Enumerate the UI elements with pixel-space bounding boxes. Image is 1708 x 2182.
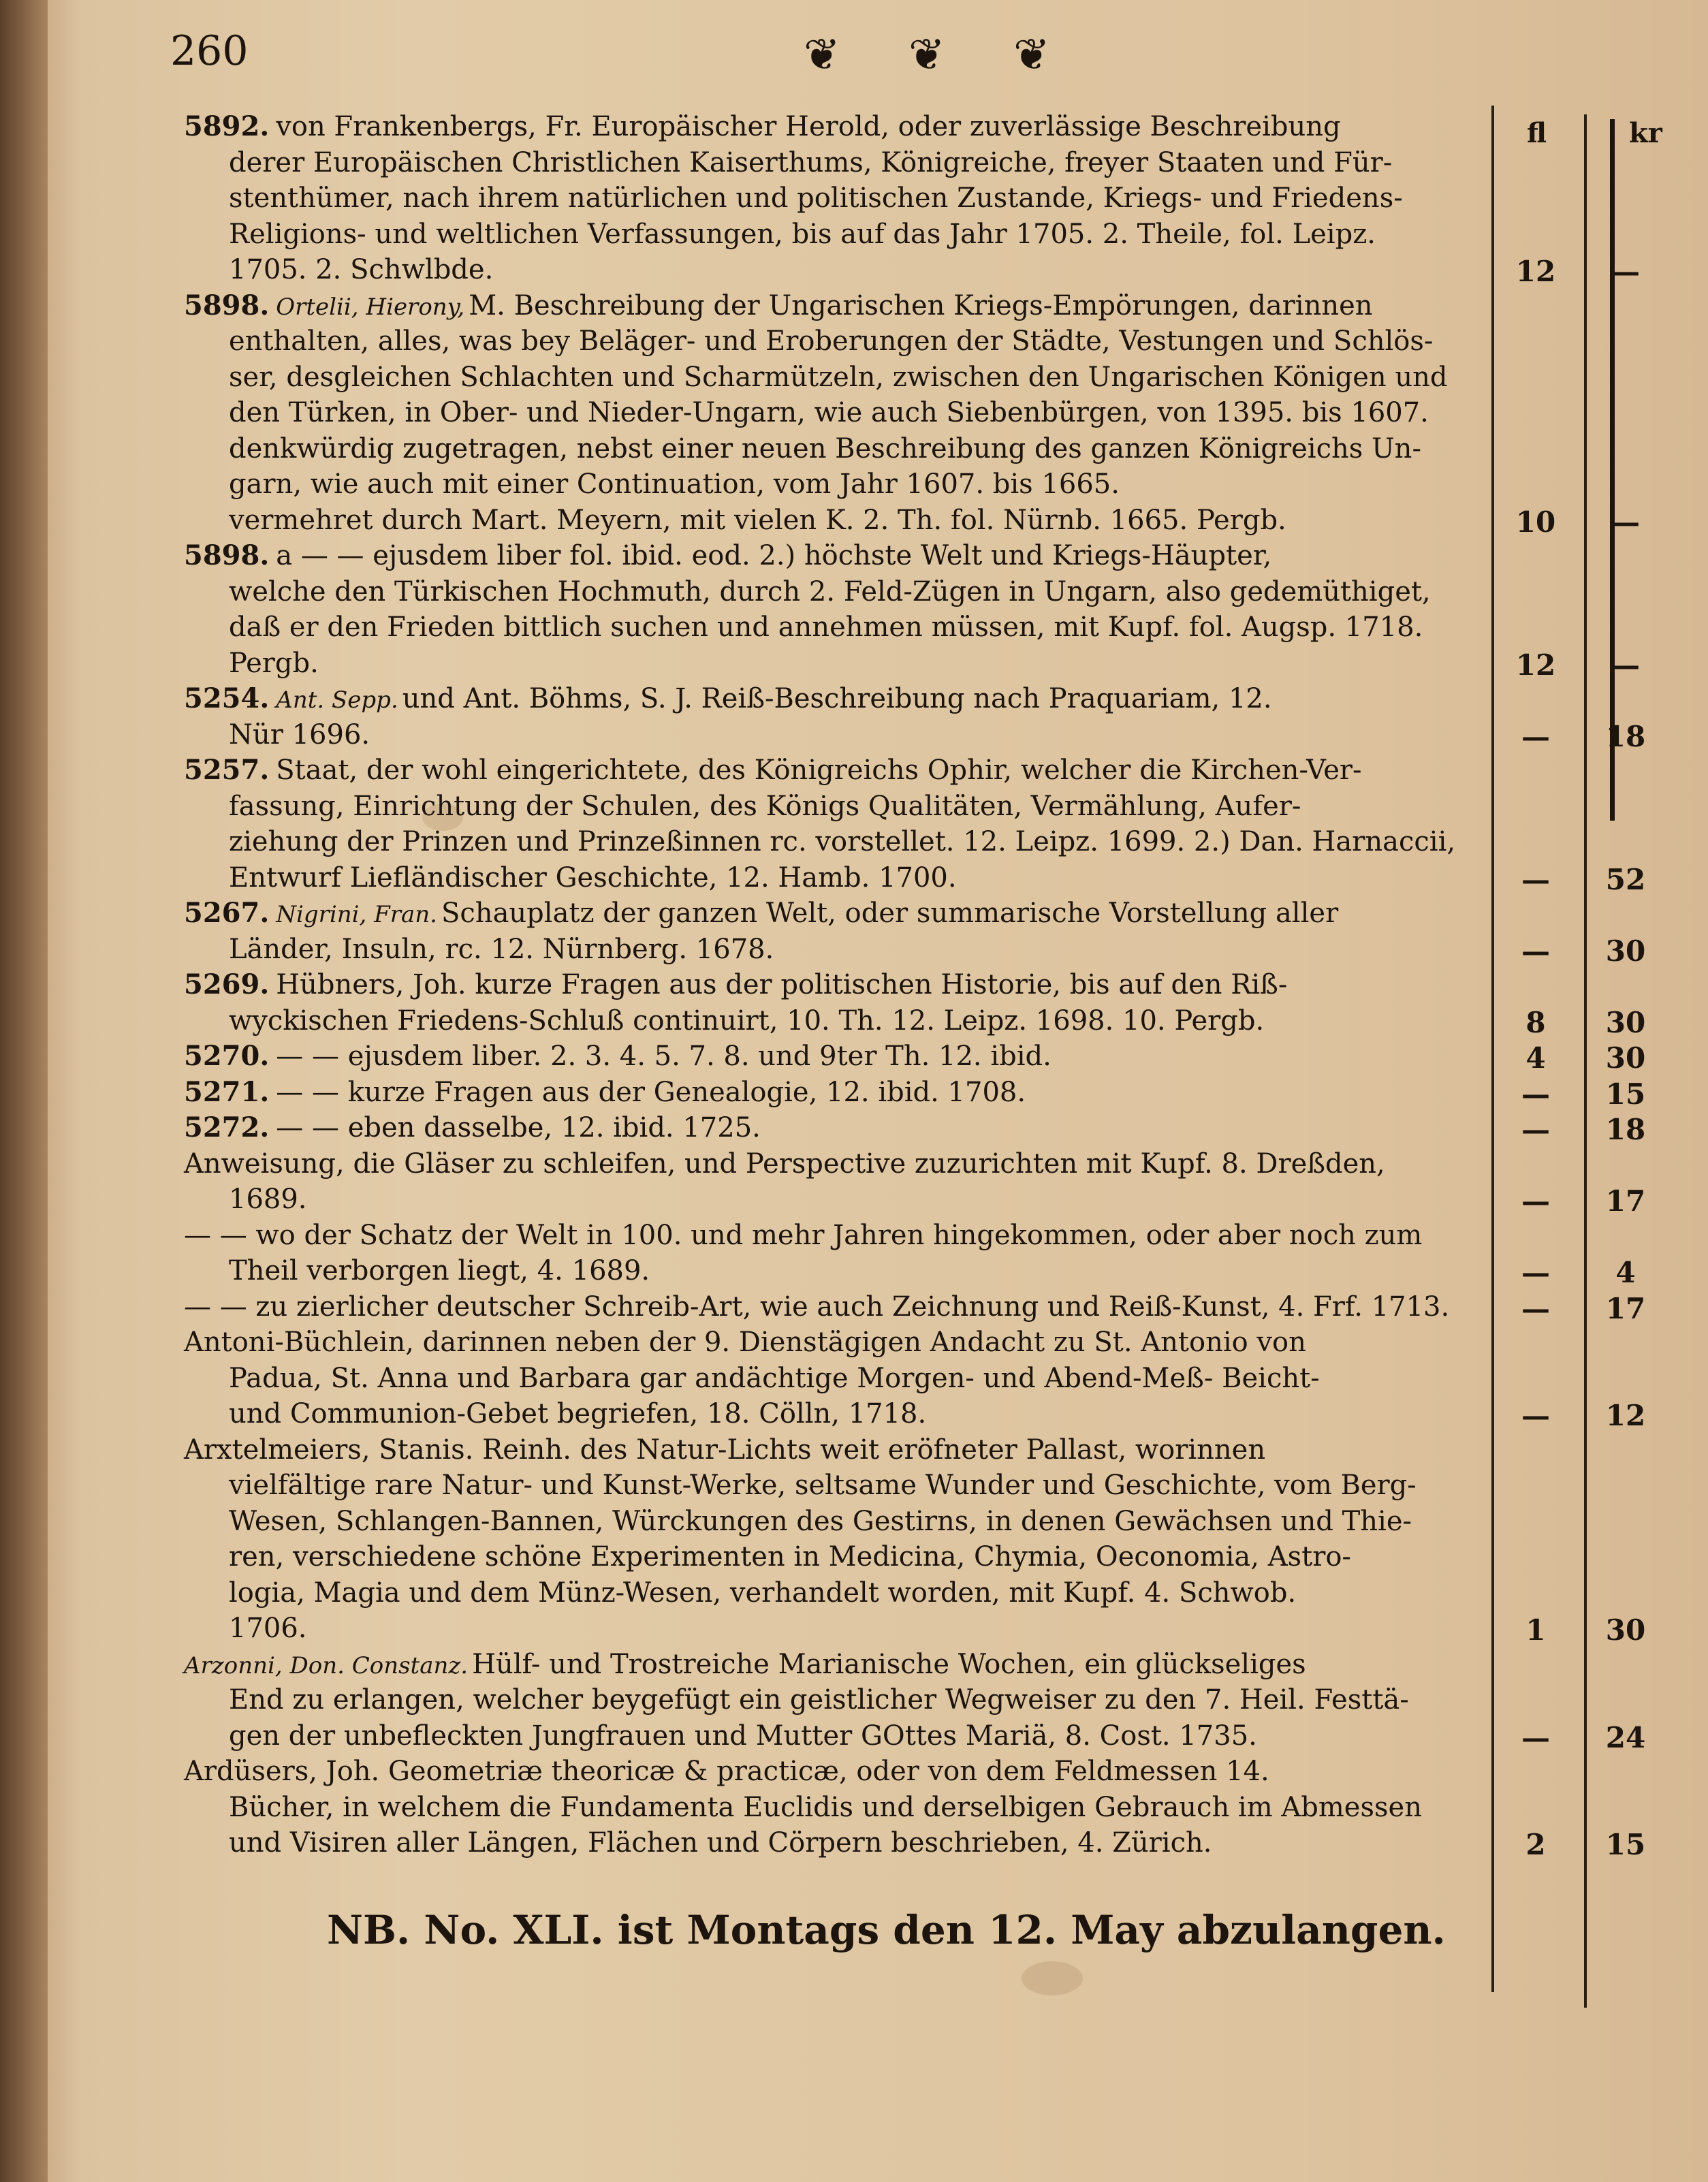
entry-author: Ant. Sepp. [276,686,398,714]
entry-line [184,860,1498,896]
entry-line [184,1396,1498,1432]
entry-text: denkwürdig zugetragen, nebst einer neuen Beschreibung des ganzen Königreichs Un- [229,432,1421,464]
entry-text: Pergb. [229,647,319,679]
entry-number: 5898. [184,539,270,571]
price-kreuzer: 18 [1605,719,1646,753]
entry-line [184,646,1498,682]
price-florin: 1 [1525,1613,1546,1647]
entry-line [184,1325,1498,1361]
entry-line [184,1790,1498,1826]
entry-line [184,180,1498,217]
entry-text: 1705. 2. Schwlbde. [229,254,494,285]
price-kreuzer: 17 [1605,1184,1646,1218]
entry-line [184,1611,1498,1647]
entry-line [184,145,1498,181]
entry-line [184,1468,1498,1504]
paper-stain [1022,1961,1083,1995]
catalogue-entry [184,1110,1498,1146]
entry-line [184,717,1498,753]
entry-line [184,967,1498,1003]
entry-line [184,681,1498,717]
kreuzer-column-rule [1584,114,1587,2008]
entry-line [184,1825,1498,1861]
entry-text: fassung, Einrichtung der Schulen, des Königs Qualitäten, Vermählung, Aufer- [229,790,1301,822]
price-kreuzer: 17 [1605,1291,1646,1325]
entry-text: und Communion-Gebet begriefen, 18. Cölln, 1718. [229,1398,927,1429]
entry-number: 5898. [184,289,270,321]
entry-text: Religions- und weltlichen Verfassungen, bis auf das Jahr 1705. 2. Theile, fol. Leipz. [229,218,1376,250]
entry-number: 5269. [184,968,270,1000]
entry-line [184,1253,1498,1289]
entry-line [184,1539,1498,1575]
entry-text: Bücher, in welchem die Fundamenta Euclidis und derselbigen Gebrauch im Abmessen [229,1791,1422,1823]
catalogue-entry [184,1289,1498,1325]
price-kreuzer: 4 [1615,1256,1636,1289]
price-florin: — [1521,1256,1550,1289]
column-header-kreuzer: kr [1629,117,1662,149]
entry-line [184,1575,1498,1611]
entry-line [184,1003,1498,1039]
entry-text: welche den Türkischen Hochmuth, durch 2. Feld-Zügen in Ungarn, also gedemüthiget, [229,575,1431,607]
price-kreuzer: 30 [1605,934,1646,968]
entry-text: logia, Magia und dem Münz-Wesen, verhandelt worden, mit Kupf. 4. Schwob. [229,1577,1297,1609]
entry-text: Entwurf Liefländischer Geschichte, 12. Hamb. 1700. [229,861,957,894]
price-kreuzer: 24 [1605,1720,1646,1754]
price-florin: — [1521,719,1550,753]
margin-ink-line [1610,119,1615,821]
catalogue-entry [184,1432,1498,1647]
price-florin: — [1521,1720,1550,1754]
entry-line [184,323,1498,360]
catalogue-entry [184,109,1498,288]
entry-text: Länder, Insuln, rc. 12. Nürnberg. 1678. [229,933,774,965]
entry-number: 5267. [184,897,270,929]
price-kreuzer: 12 [1605,1399,1646,1432]
book-spine-shadow [0,0,48,2182]
footer-note: NB. No. XLI. ist Montags den 12. May abzulangen. [327,1907,1446,1953]
entry-text: — — ejusdem liber. 2. 3. 4. 5. 7. 8. und 9ter Th. 12. ibid. [276,1041,1051,1072]
catalogue-entry [184,1325,1498,1432]
entry-line [184,1682,1498,1718]
entry-line [184,1361,1498,1397]
catalogue-entry [184,1039,1498,1075]
entry-text: M. Beschreibung der Ungarischen Kriegs-Empörungen, darinnen [469,289,1373,321]
entry-line [184,252,1498,288]
entry-text: — — zu zierlicher deutscher Schreib-Art, wie auch Zeichnung und Reiß-Kunst, 4. Frf. 1713. [184,1291,1450,1323]
price-florin: — [1521,934,1550,968]
price-florin: 10 [1515,505,1556,539]
entry-line [184,1182,1498,1218]
price-florin: — [1521,862,1550,896]
catalogue-entry [184,1146,1498,1218]
price-kreuzer: — [1611,648,1640,682]
entry-number: 5270. [184,1040,270,1072]
price-kreuzer: 30 [1605,1613,1646,1647]
price-kreuzer: 52 [1605,862,1646,896]
entry-text: enthalten, alles, was bey Beläger- und Eroberungen der Städte, Vestungen und Schlös- [229,326,1434,357]
catalogue-entry [184,896,1498,967]
price-florin: — [1521,1113,1550,1146]
entry-line [184,753,1498,789]
catalogue-entry [184,288,1498,539]
entry-line [184,360,1498,396]
entry-text: den Türken, in Ober- und Nieder-Ungarn, wie auch Siebenbürgen, von 1395. bis 1607. [229,397,1429,428]
entry-text: Padua, St. Anna und Barbara gar andächtige Morgen- und Abend-Meß- Beicht- [229,1362,1320,1394]
price-kreuzer: — [1611,505,1640,539]
entry-line [184,503,1498,539]
entry-text: stenthümer, nach ihrem natürlichen und politischen Zustande, Kriegs- und Friedens- [229,183,1403,214]
entry-text: Hülf- und Trostreiche Marianische Wochen, ein glückseliges [472,1648,1306,1680]
entry-line [184,467,1498,503]
entry-number: 5271. [184,1075,270,1108]
entry-line [184,896,1498,932]
entry-line [184,1718,1498,1754]
price-florin: 8 [1525,1005,1546,1039]
entry-line [184,932,1498,968]
price-florin: — [1521,1184,1550,1218]
entry-text: a — — ejusdem liber fol. ibid. eod. 2.) höchste Welt und Kriegs-Häupter, [276,540,1272,571]
entry-text: vielfältige rare Natur- und Kunst-Werke, seltsame Wunder und Geschichte, vom Berg- [229,1470,1417,1501]
entry-line [184,1039,1498,1075]
entry-text: Theil verborgen liegt, 4. 1689. [229,1255,650,1286]
entry-text: ser, desgleichen Schlachten und Scharmützeln, zwischen den Ungarischen Königen und [229,361,1448,393]
entry-text: 1706. [229,1613,307,1644]
entry-author: Nigrini, Fran. [276,901,437,928]
entry-line [184,288,1498,324]
price-kreuzer: 18 [1605,1113,1646,1146]
catalogue-entry [184,538,1498,681]
price-florin: 2 [1525,1828,1546,1861]
catalogue-entry [184,1075,1498,1111]
entry-line [184,789,1498,825]
entry-line [184,1146,1498,1182]
entry-line [184,610,1498,646]
entry-line [184,824,1498,860]
entry-text: — — kurze Fragen aus der Genealogie, 12. ibid. 1708. [276,1076,1026,1108]
entry-number: 5272. [184,1111,270,1143]
page-number: 260 [170,27,249,75]
entry-text: Staat, der wohl eingerichtete, des Königreichs Ophir, welcher die Kirchen-Ver- [276,755,1362,786]
catalogue-entry [184,1218,1498,1289]
entry-line [184,538,1498,574]
entry-line [184,109,1498,145]
entry-text: End zu erlangen, welcher beygefügt ein geistlicher Wegweiser zu den 7. Heil. Festtä- [229,1684,1409,1715]
entry-text: daß er den Frieden bittlich suchen und annehmen müssen, mit Kupf. fol. Augsp. 1718. [229,612,1423,643]
header-ornament: ❦ ❦ ❦ [804,30,1077,80]
price-florin: — [1521,1077,1550,1111]
catalogue-entry [184,967,1498,1039]
catalogue-entry [184,1754,1498,1861]
entry-line [184,431,1498,467]
price-kreuzer: 15 [1605,1828,1646,1861]
entry-line [184,1075,1498,1111]
entry-text: Hübners, Joh. kurze Fragen aus der politischen Historie, bis auf den Riß- [276,969,1288,1000]
entry-number: 5257. [184,754,270,786]
entry-line [184,395,1498,431]
entry-text: Ardüsers, Joh. Geometriæ theoricæ & practicæ, oder von dem Feldmessen 14. [184,1756,1269,1787]
entry-line [184,1110,1498,1146]
entry-line [184,574,1498,610]
entry-text: und Visiren aller Längen, Flächen und Cörpern beschrieben, 4. Zürich. [229,1827,1212,1859]
price-florin: 4 [1525,1041,1546,1075]
price-florin: 12 [1515,255,1556,288]
entry-number: 5892. [184,110,270,142]
column-header-florin: fl [1527,117,1547,149]
entry-text: garn, wie auch mit einer Continuation, vom Jahr 1607. bis 1665. [229,469,1120,500]
entry-text: vermehret durch Mart. Meyern, mit vielen K. 2. Th. fol. Nürnb. 1665. Pergb. [229,504,1286,536]
entry-line [184,1504,1498,1540]
entry-text: Nür 1696. [229,718,370,750]
entry-text: Antoni-Büchlein, darinnen neben der 9. Dienstägigen Andacht zu St. Antonio von [184,1327,1306,1358]
entry-text: ren, verschiedene schöne Experimenten in Medicina, Chymia, Oeconomia, Astro- [229,1541,1351,1572]
entry-text: gen der unbefleckten Jungfrauen und Mutter GOttes Mariä, 8. Cost. 1735. [229,1720,1257,1752]
catalogue-entry [184,753,1498,896]
entry-line [184,1289,1498,1325]
price-kreuzer: 15 [1605,1077,1646,1111]
entry-line [184,1647,1498,1683]
entry-author: Arzonni, Don. Constanz. [184,1651,469,1679]
entry-text: Schauplatz der ganzen Welt, oder summarische Vorstellung aller [441,898,1339,929]
catalogue-entry [184,681,1498,753]
entry-text: — — eben dasselbe, 12. ibid. 1725. [276,1112,761,1143]
entry-line [184,1432,1498,1468]
catalogue-entry [184,1647,1498,1754]
price-florin: 12 [1515,648,1556,682]
entry-text: derer Europäischen Christlichen Kaiserthums, Königreiche, freyer Staaten und Für- [229,146,1393,178]
entry-author: Ortelii, Hierony, [276,293,465,321]
price-florin: — [1521,1399,1550,1432]
price-kreuzer: — [1611,255,1640,288]
price-kreuzer: 30 [1605,1041,1646,1075]
entry-line [184,1754,1498,1790]
entry-text: Anweisung, die Gläser zu schleifen, und Perspective zuzurichten mit Kupf. 8. Dreßden, [184,1148,1385,1180]
entry-number: 5254. [184,682,270,714]
entry-text: — — wo der Schatz der Welt in 100. und mehr Jahren hingekommen, oder aber noch zum [184,1219,1423,1251]
entry-text: Wesen, Schlangen-Bannen, Würckungen des Gestirns, in denen Gewächsen und Thie- [229,1505,1412,1537]
entry-line [184,217,1498,253]
entry-text: von Frankenbergs, Fr. Europäischer Herold, oder zuverlässige Beschreibung [276,111,1341,142]
entry-line [184,1218,1498,1254]
entry-text: und Ant. Böhms, S. J. Reiß-Beschreibung nach Praquariam, 12. [402,683,1272,714]
entry-text: 1689. [229,1184,307,1215]
price-florin: — [1521,1291,1550,1325]
entry-text: wyckischen Friedens-Schluß continuirt, 10. Th. 12. Leipz. 1698. 10. Pergb. [229,1005,1265,1037]
entry-text: ziehung der Prinzen und Prinzeßinnen rc. vorstellet. 12. Leipz. 1699. 2.) Dan. Harnaccii, [229,826,1456,857]
catalogue-text [184,109,1498,1861]
entry-text: Arxtelmeiers, Stanis. Reinh. des Natur-Lichts weit eröfneter Pallast, worinnen [184,1434,1266,1466]
price-kreuzer: 30 [1605,1005,1646,1039]
